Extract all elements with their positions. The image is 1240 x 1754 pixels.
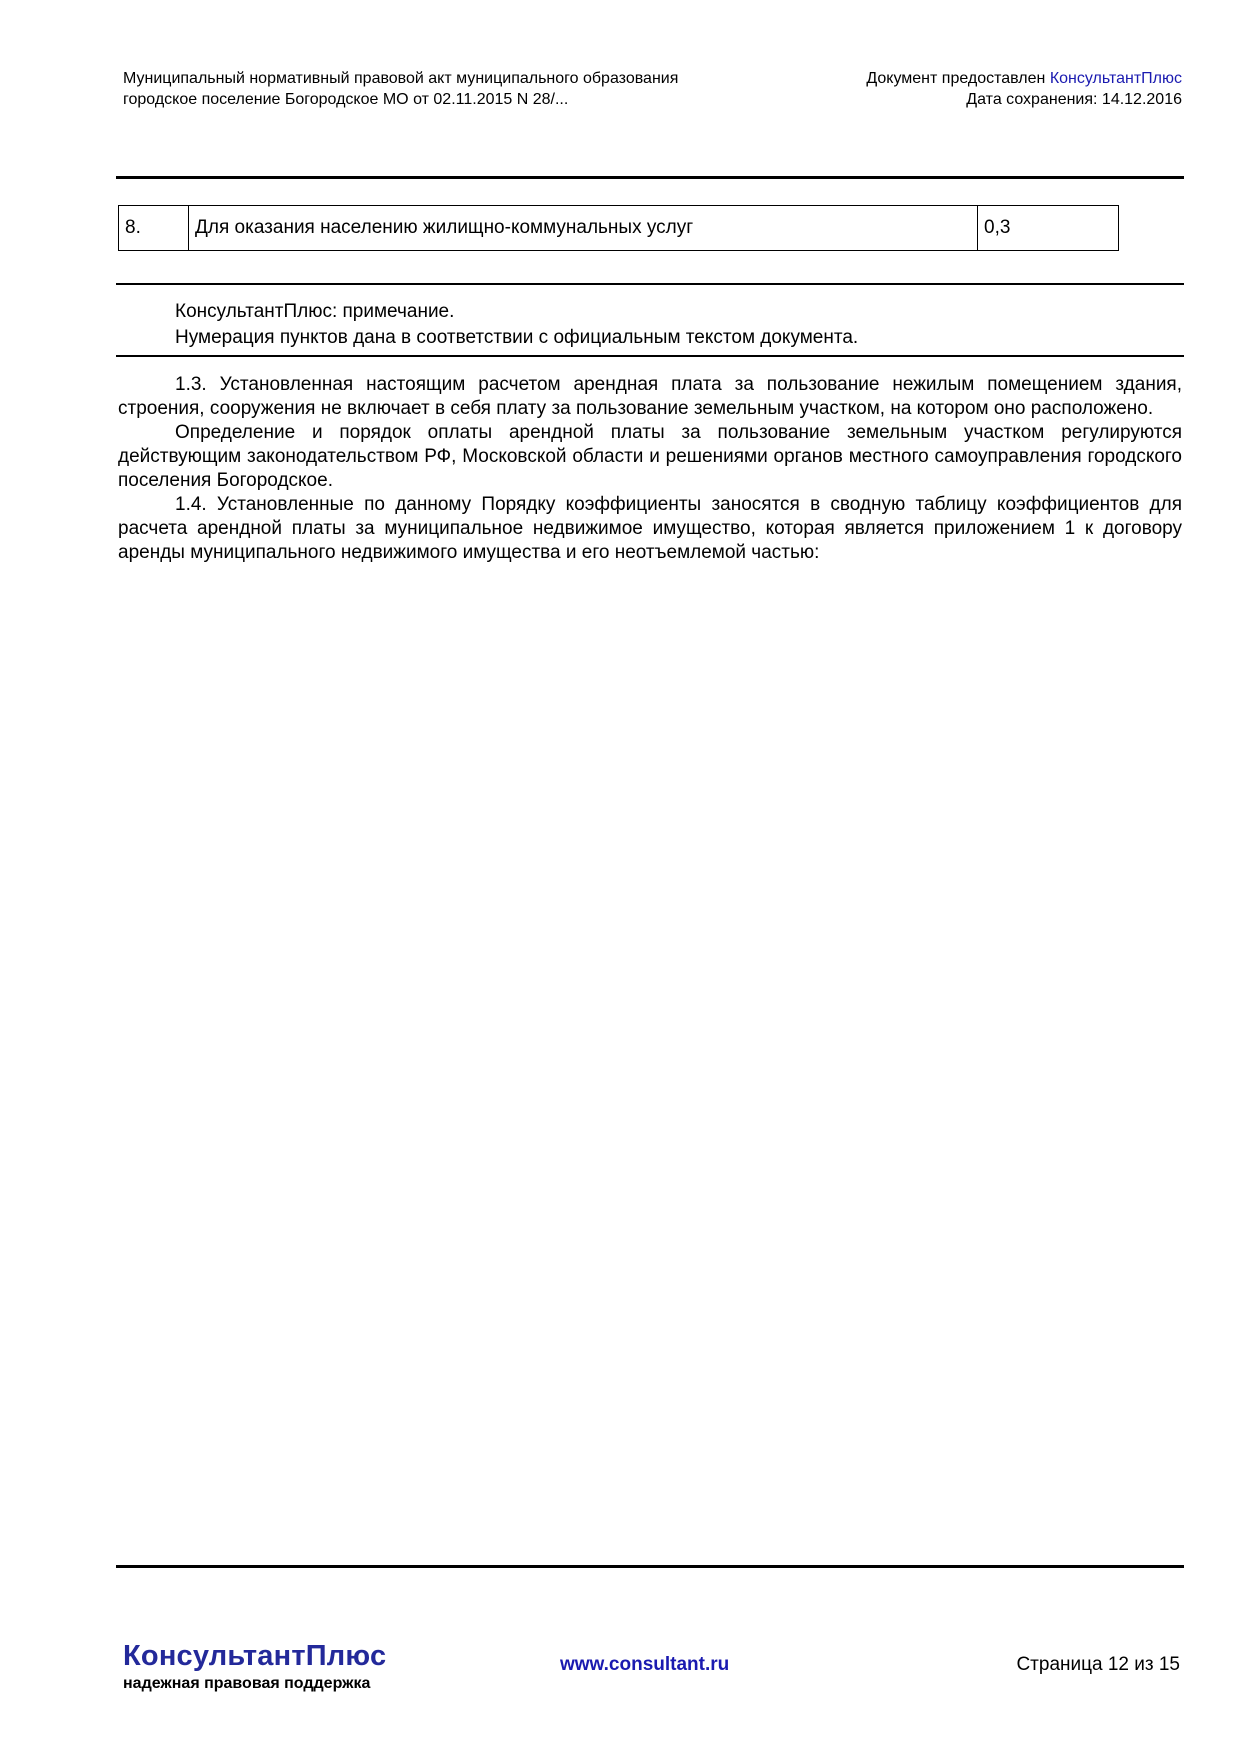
- paragraph-1-4: 1.4. Установленные по данному Порядку коэффициенты заносятся в сводную таблицу коэффициентов для расчета арендной платы за муниципальное недвижимое имущество, которая является приложением 1 к договору аренды муниципального недвижимого имущества и его неотъемлемой частью:: [118, 494, 1182, 563]
- save-date: Дата сохранения: 14.12.2016: [966, 91, 1182, 108]
- logo-name: КонсультантПлюс: [123, 1640, 387, 1672]
- consultant-note: [175, 299, 1175, 351]
- paragraph-land-payment: Определение и порядок оплаты арендной платы за пользование земельным участком регулируются действующим законодательством РФ, Московской области и решениями органов местного самоуправления городского поселения Богородское.: [118, 422, 1182, 491]
- document-header-title: [123, 68, 743, 110]
- footer-divider: [116, 1565, 1184, 1568]
- consultant-website-link[interactable]: www.consultant.ru: [560, 1654, 730, 1675]
- note-bottom-divider: [116, 355, 1184, 357]
- document-body: [118, 373, 1182, 565]
- provided-prefix: Документ предоставлен: [866, 70, 1050, 87]
- coefficient-table: [118, 205, 1119, 251]
- document-provided-info: [742, 68, 1182, 110]
- note-title: КонсультантПлюс: примечание.: [175, 301, 455, 322]
- consultant-logo: [123, 1640, 386, 1694]
- header-title-line-2: городское поселение Богородское МО от 02.11.2015 N 28/...: [123, 91, 569, 108]
- note-top-divider: [116, 283, 1184, 285]
- header-divider: [116, 176, 1184, 179]
- provided-brand-link[interactable]: КонсультантПлюс: [1049, 70, 1182, 87]
- provided-by-line: [742, 68, 1182, 89]
- paragraph-1-3: 1.3. Установленная настоящим расчетом арендная плата за пользование нежилым помещением здания, строения, сооружения не включает в себя плату за пользование земельным участком, на котором оно расположено.: [118, 374, 1182, 419]
- table-row: [119, 206, 1119, 251]
- header-title-line-1: Муниципальный нормативный правовой акт муниципального образования: [123, 70, 679, 87]
- note-text: Нумерация пунктов дана в соответствии с официальным текстом документа.: [175, 327, 859, 348]
- row-description-cell: Для оказания населению жилищно-коммунальных услуг: [189, 206, 978, 251]
- row-value-cell: 0,3: [978, 206, 1119, 251]
- page-number: Страница 12 из 15: [1016, 1654, 1180, 1675]
- row-number-cell: 8.: [119, 206, 189, 251]
- logo-tagline: надежная правовая поддержка: [123, 1675, 371, 1692]
